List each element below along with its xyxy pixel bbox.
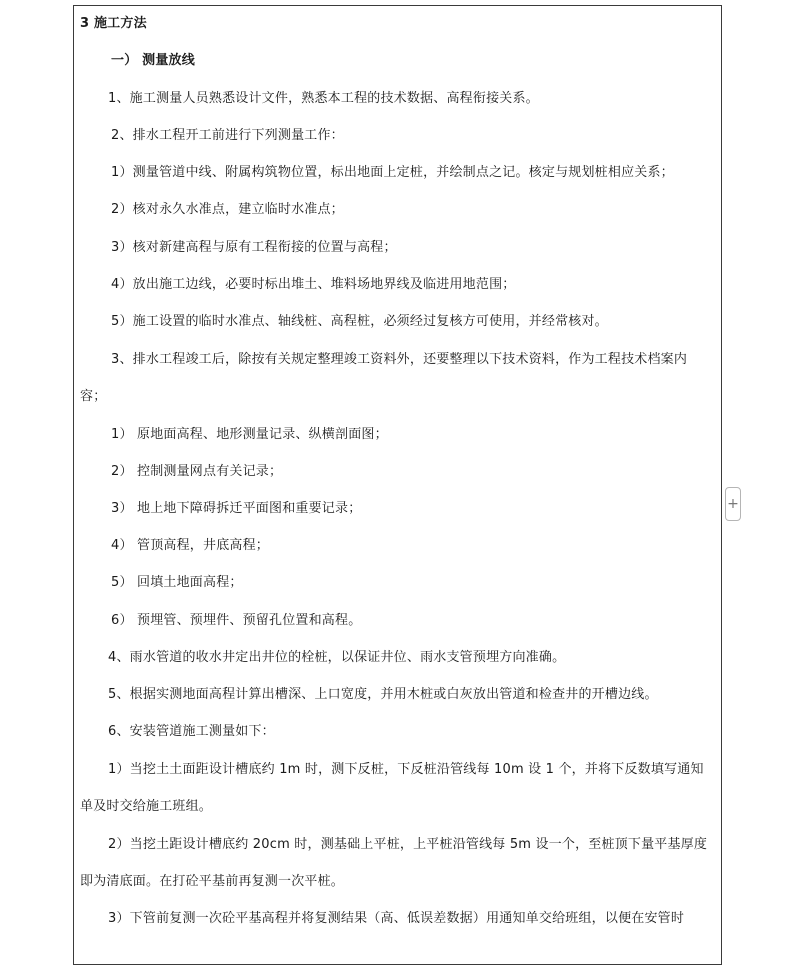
paragraph-continuation: 单及时交给施工班组。 (80, 799, 213, 814)
expand-button[interactable] (725, 487, 741, 521)
list-item: 4）放出施工边线，必要时标出堆土、堆料场地界线及临进用地范围； (111, 277, 516, 292)
list-item: 4） 管顶高程，井底高程； (111, 538, 270, 553)
paragraph: 3、排水工程竣工后，除按有关规定整理竣工资料外，还要整理以下技术资料，作为工程技术档案内 (111, 352, 688, 367)
paragraph: 2、排水工程开工前进行下列测量工作： (111, 128, 344, 143)
list-item: 3）核对新建高程与原有工程衔接的位置与高程； (111, 240, 397, 255)
list-item: 3）下管前复测一次砼平基高程并将复测结果（高、低误差数据）用通知单交给班组，以便在安管时 (108, 911, 685, 926)
section-heading: 3 施工方法 (80, 16, 147, 31)
paragraph: 1、施工测量人员熟悉设计文件，熟悉本工程的技术数据、高程衔接关系。 (108, 91, 539, 106)
paragraph: 4、雨水管道的收水井定出井位的栓桩，以保证井位、雨水支管预埋方向准确。 (108, 650, 566, 665)
paragraph: 5、根据实测地面高程计算出槽深、上口宽度，并用木桩或白灰放出管道和检查井的开槽边线。 (108, 687, 658, 702)
subsection-heading: 一） 测量放线 (111, 53, 195, 68)
list-item: 2）当挖土距设计槽底约 20cm 时，测基础上平桩，上平桩沿管线每 5m 设一个，至桩顶下量平基厚度 (108, 837, 708, 852)
list-item: 6） 预埋管、预埋件、预留孔位置和高程。 (111, 613, 362, 628)
plus-icon: + (727, 496, 739, 512)
list-item: 5）施工设置的临时水准点、轴线桩、高程桩，必须经过复核方可使用，并经常核对。 (111, 314, 608, 329)
document-table-cell (73, 5, 722, 965)
list-item: 5） 回填土地面高程； (111, 575, 243, 590)
list-item: 1）当挖土土面距设计槽底约 1m 时，测下反桩，下反桩沿管线每 10m 设 1 个，并将下反数填写通知 (108, 762, 704, 777)
paragraph: 6、安装管道施工测量如下： (108, 724, 275, 739)
paragraph-continuation: 容； (80, 389, 107, 404)
list-item: 3） 地上地下障碍拆迁平面图和重要记录； (111, 501, 362, 516)
list-item: 1） 原地面高程、地形测量记录、纵横剖面图； (111, 427, 388, 442)
list-item: 2） 控制测量网点有关记录； (111, 464, 283, 479)
list-item: 1）测量管道中线、附属构筑物位置，标出地面上定桩，并绘制点之记。核定与规划桩相应关系； (111, 165, 674, 180)
list-item: 2）核对永久水准点，建立临时水准点； (111, 202, 344, 217)
paragraph-continuation: 即为清底面。在打砼平基前再复测一次平桩。 (80, 874, 345, 889)
